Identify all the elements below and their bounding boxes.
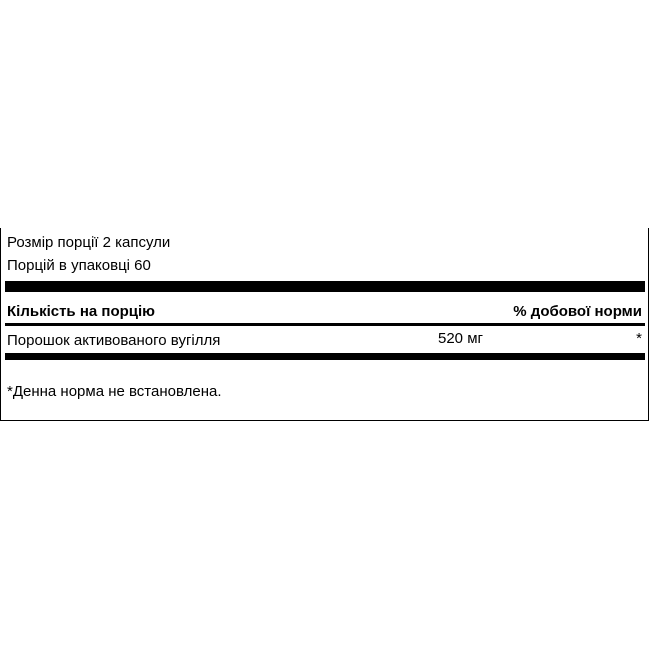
header-divider <box>5 323 645 326</box>
ingredient-amount: 520 мг <box>438 330 483 347</box>
thick-divider <box>5 281 645 292</box>
header-daily-value: % добової норми <box>513 303 642 320</box>
header-amount-per-serving: Кількість на порцію <box>7 303 155 320</box>
footnote: *Денна норма не встановлена. <box>7 383 222 400</box>
ingredient-daily-value: * <box>636 330 642 347</box>
servings-per-container: Порцій в упаковці 60 <box>7 257 151 274</box>
serving-size: Розмір порції 2 капсули <box>7 234 171 251</box>
ingredient-name: Порошок активованого вугілля <box>7 332 221 349</box>
bottom-divider <box>5 353 645 360</box>
supplement-facts-panel <box>0 228 649 421</box>
